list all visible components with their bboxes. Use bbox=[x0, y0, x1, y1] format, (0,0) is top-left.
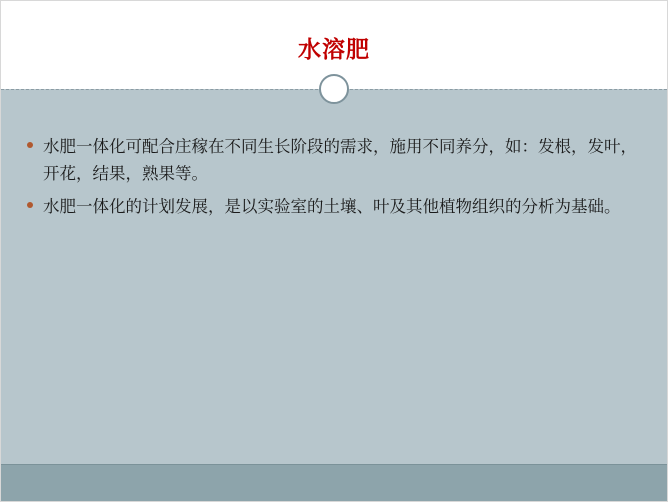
bullet-dot-icon bbox=[27, 202, 33, 208]
list-item bbox=[27, 133, 643, 187]
list-item-label: 水肥一体化的计划发展，是以实验室的土壤、叶及其他植物组织的分析为基础。 bbox=[43, 197, 621, 216]
bottom-band bbox=[1, 464, 667, 501]
list-item bbox=[27, 193, 643, 220]
bullet-dot-icon bbox=[27, 142, 33, 148]
page-title: 水溶肥 bbox=[298, 37, 370, 63]
circle-ornament-icon bbox=[319, 74, 349, 104]
list-item-label: 水肥一体化可配合庄稼在不同生长阶段的需求，施用不同养分，如：发根，发叶，开花，结果，熟果等。 bbox=[43, 137, 637, 183]
bullet-list bbox=[27, 133, 643, 226]
